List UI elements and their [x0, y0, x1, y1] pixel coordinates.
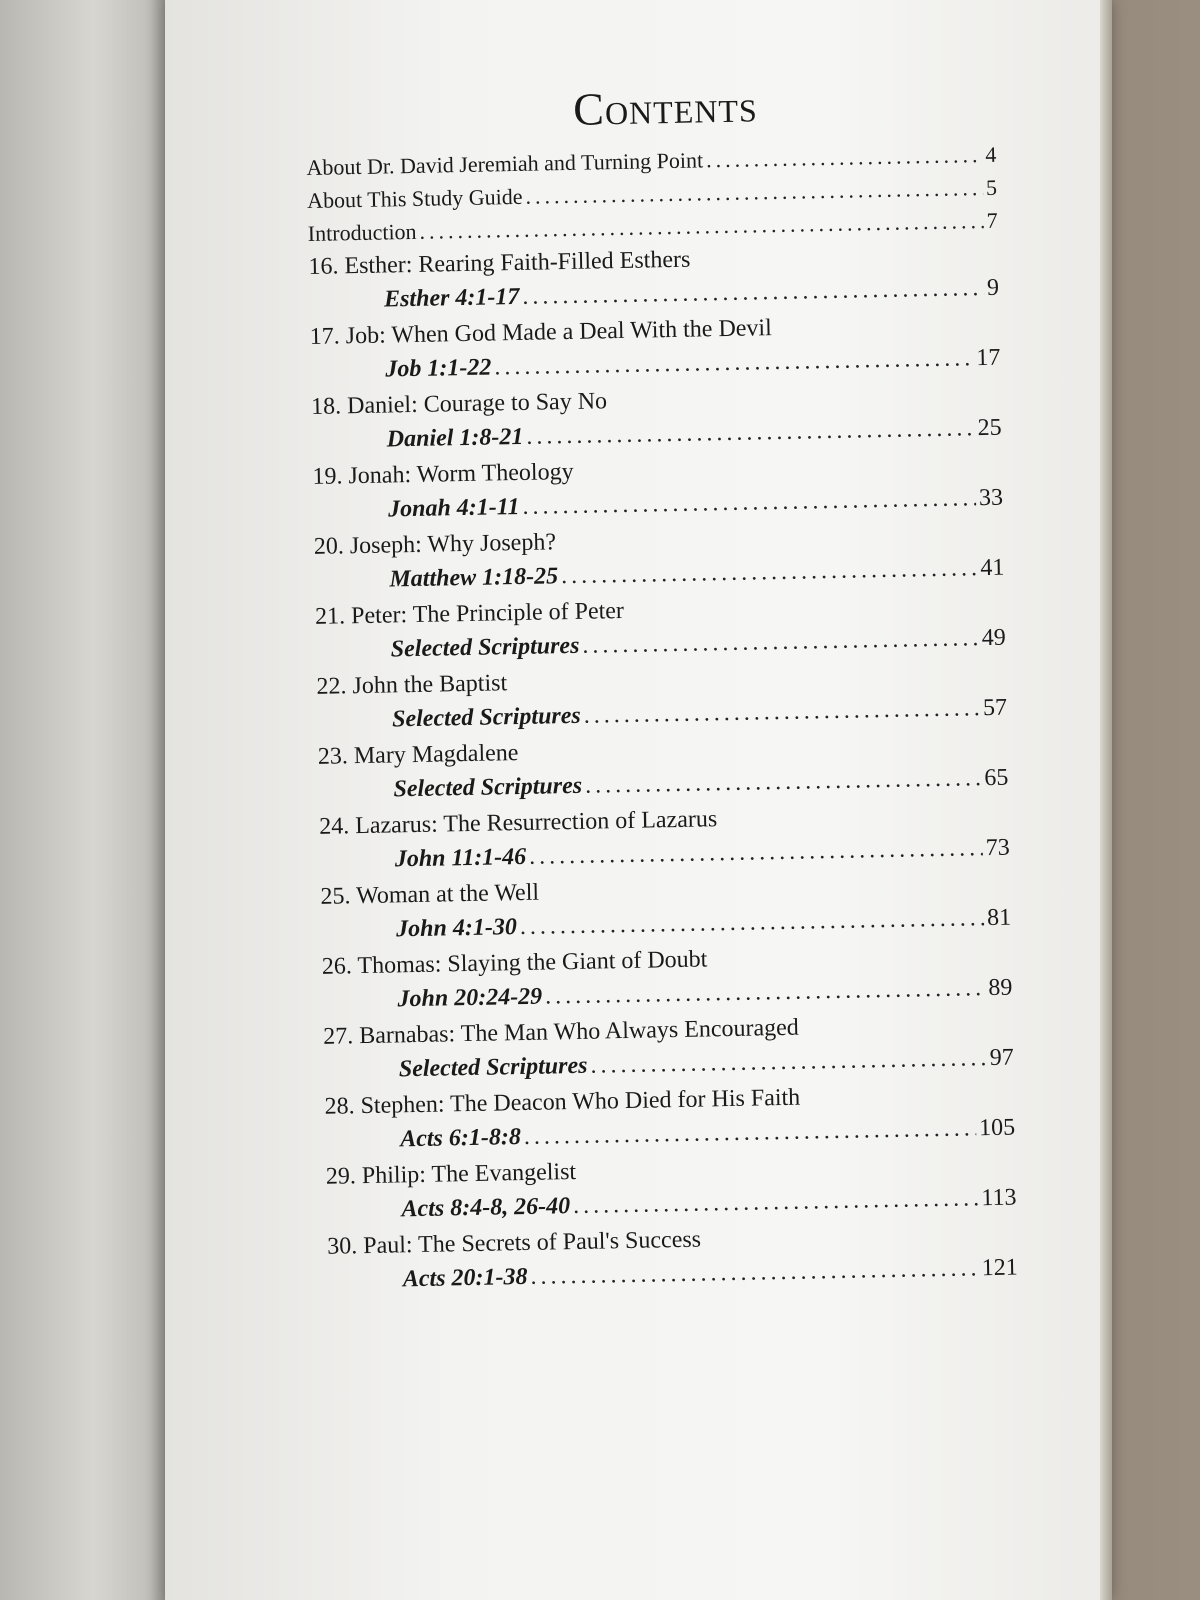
lesson-title: 27. Barnabas: The Man Who Always Encouraged [322, 1014, 800, 1050]
scripture-reference: Acts 20:1-38 [402, 1263, 528, 1293]
lesson-list [308, 241, 1018, 1304]
scripture-reference: Selected Scriptures [393, 772, 583, 803]
toc-page-number: 105 [978, 1114, 1016, 1142]
toc-entry-label: About This Study Guide [306, 183, 523, 213]
toc-page-number: 7 [986, 207, 998, 233]
lesson-title: 18. Daniel: Courage to Say No [310, 388, 608, 420]
toc-page-number: 33 [978, 484, 1004, 512]
left-page [0, 0, 170, 1600]
toc-page-number: 89 [988, 974, 1013, 1002]
toc-page-number: 41 [980, 554, 1005, 582]
toc-page-number: 5 [985, 174, 998, 200]
lesson-title: 21. Peter: The Principle of Peter [314, 597, 625, 630]
toc-page-number: 25 [977, 414, 1002, 442]
toc-entry-label: About Dr. David Jeremiah and Turning Point [306, 147, 704, 180]
table-of-contents [305, 75, 1018, 1304]
lesson-title: 19. Jonah: Worm Theology [312, 458, 574, 490]
lesson-title: 23. Mary Magdalene [317, 740, 519, 770]
scripture-reference: Selected Scriptures [390, 632, 580, 663]
dot-leader [706, 142, 983, 173]
scripture-reference: Acts 6:1-8:8 [399, 1124, 522, 1153]
book-page [165, 0, 1105, 1600]
scripture-reference: John 4:1-30 [395, 914, 518, 943]
toc-page-number: 73 [985, 834, 1010, 862]
page-stack-edge [1100, 0, 1112, 1600]
toc-page-number: 113 [981, 1184, 1017, 1212]
scripture-reference: John 11:1-46 [394, 843, 527, 873]
toc-page-number: 9 [986, 274, 1000, 301]
toc-page-number: 81 [986, 904, 1012, 932]
scripture-reference: Daniel 1:8-21 [386, 423, 524, 453]
toc-page-number: 4 [985, 141, 997, 167]
toc-page-number: 49 [981, 624, 1006, 652]
lesson-title: 22. John the Baptist [316, 670, 508, 700]
scripture-reference: Job 1:1-22 [385, 354, 492, 383]
lesson-title: 16. Esther: Rearing Faith-Filled Esthers [308, 246, 691, 280]
lesson-title: 26. Thomas: Slaying the Giant of Doubt [321, 946, 708, 980]
lesson-title: 25. Woman at the Well [320, 879, 540, 910]
lesson-title: 24. Lazarus: The Resurrection of Lazarus [318, 806, 718, 840]
scripture-reference: Selected Scriptures [398, 1052, 588, 1083]
scripture-reference: Jonah 4:1-11 [387, 493, 520, 523]
page-title: Contents [572, 80, 759, 135]
scripture-reference: Acts 8:4-8, 26-40 [401, 1193, 571, 1223]
toc-page-number: 57 [982, 694, 1008, 722]
lesson-title: 20. Joseph: Why Joseph? [313, 529, 557, 560]
lesson-title: 30. Paul: The Secrets of Paul's Success [327, 1226, 702, 1260]
toc-page-number: 65 [984, 764, 1009, 792]
scripture-reference: Esther 4:1-17 [383, 283, 520, 313]
toc-page-number: 121 [981, 1254, 1019, 1282]
lesson-title: 29. Philip: The Evangelist [325, 1158, 577, 1190]
toc-page-number: 97 [989, 1044, 1014, 1072]
toc-entry-label: Introduction [307, 218, 417, 246]
scripture-reference: John 20:24-29 [397, 983, 543, 1013]
lesson-title: 28. Stephen: The Deacon Who Died for His Faith [324, 1084, 801, 1120]
scripture-reference: Selected Scriptures [391, 702, 582, 733]
lesson-title: 17. Job: When God Made a Deal With the Devil [309, 315, 772, 350]
scripture-reference: Matthew 1:18-25 [389, 563, 559, 593]
toc-page-number: 17 [976, 344, 1001, 372]
